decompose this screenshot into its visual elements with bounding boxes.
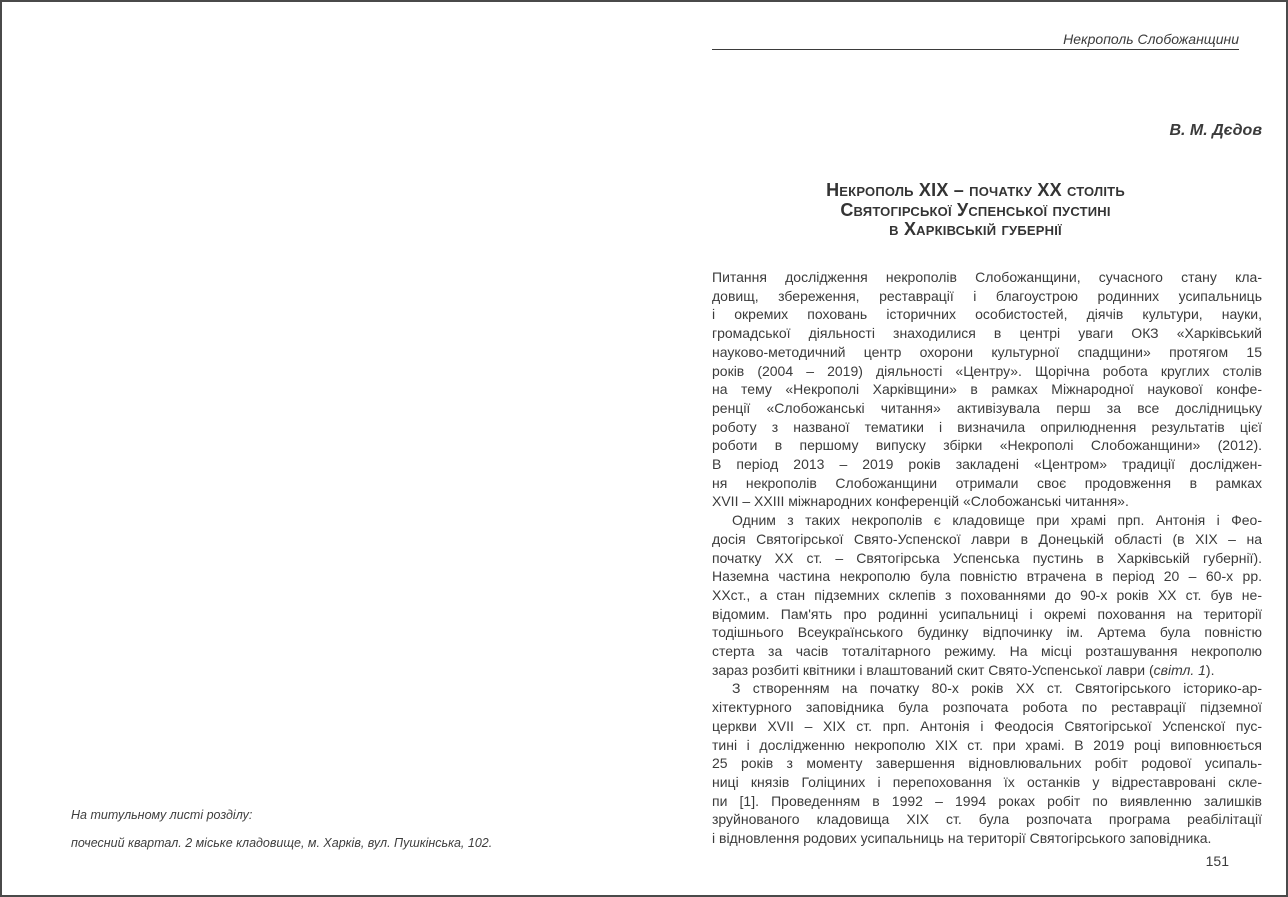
text-line: 25 років з моменту завершення відновлювальних робіт родової усипаль- xyxy=(712,755,1262,772)
text-line: ня некрополів Слобожанщини отримали своє продовження в рамках xyxy=(712,474,1262,491)
text-line: В період 2013 – 2019 років закладені «Центром» традиції досліджен- xyxy=(712,456,1262,473)
title-line: в Харківській губернії xyxy=(889,219,1062,239)
running-head xyxy=(712,32,1239,50)
article-body xyxy=(712,268,1262,848)
text-line: на тему «Некрополі Харківщини» в рамках Міжнародної наукової конфе- xyxy=(712,381,1262,398)
paragraph xyxy=(712,679,1262,847)
text-line: і окремих поховань історичних особистостей, діячів культури, науки, xyxy=(712,306,1262,323)
text-line: початку XX ст. – Святогірська Успенська пустинь в Харківській губернії). xyxy=(712,549,1262,566)
text-line: тині і дослідженню некрополю XIX ст. при храмі. В 2019 році виповнюється xyxy=(712,736,1262,753)
text-line: пи [1]. Проведенням в 1992 – 1994 роках робіт по виявленню залишків xyxy=(712,792,1262,809)
text-line: зруйнованого кладовища XIX ст. була розпочата програма реабілітації xyxy=(712,811,1262,828)
text-line: З створенням на початку 80-х років XX ст. Святогірського історико-ар- xyxy=(732,680,1262,697)
text-line: Наземна частина некрополю була повністю втрачена в період 20 – 60-х рр. xyxy=(712,568,1262,585)
footnote-line: почесний квартал. 2 міське кладовище, м. Харків, вул. Пушкінська, 102. xyxy=(71,836,493,850)
text-line: довищ, збереження, реставрації і благоустрою родинних усипальниць xyxy=(712,287,1262,304)
text-line: науково-методичний центр охорони культурної спадщини» протягом 15 xyxy=(712,343,1262,360)
paragraph xyxy=(712,511,1262,679)
title-line: Некрополь XIX – початку XX століть xyxy=(826,180,1125,200)
running-head-text: Некрополь Слобожанщини xyxy=(1063,31,1239,47)
text-line: відомим. Пам'ять про родинні усипальниці і окремі поховання на території xyxy=(712,605,1262,622)
text-line: ренції «Слобожанські читання» активізувала перш за все дослідницьку xyxy=(712,399,1262,416)
footnote-line: На титульному листі розділу: xyxy=(71,808,253,822)
text-line: роботу з названої тематики і визначила оприлюднення результатів цієї xyxy=(712,418,1262,435)
author-byline: В. М. Дєдов xyxy=(1169,122,1262,139)
article-title xyxy=(712,181,1239,240)
paragraph xyxy=(712,268,1262,511)
text-line: ниці князів Голіциних і перепоховання їх останків у відреставровані скле- xyxy=(712,773,1262,790)
text-line: XXст., а стан підземних склепів з похованнями до 90-х років XX ст. був не- xyxy=(712,586,1262,603)
text-line: громадської діяльності знаходилися в центрі уваги ОКЗ «Харківський xyxy=(712,325,1262,342)
text-line: років (2004 – 2019) діяльності «Центру». Щорічна робота круглих столів xyxy=(712,362,1262,379)
text-line: тодішнього Всеукраїнського будинку відпочинку ім. Артема була повністю xyxy=(712,624,1262,641)
text-line: досія Святогірської Свято-Успенскої лаври в Донецькій області (в XIX – на xyxy=(712,530,1262,547)
text-line: і відновлення родових усипальниць на території Святогірського заповідника. xyxy=(712,830,1212,847)
text-line: Одним з таких некрополів є кладовище при храмі прп. Антонія і Фео- xyxy=(732,512,1262,529)
text-line: Питання дослідження некрополів Слобожанщини, сучасного стану кла- xyxy=(712,269,1262,285)
text-line: стерта за часів тоталітарного режиму. На місці розташування некрополю xyxy=(712,643,1262,660)
text-line: XVII – XXIII міжнародних конференцій «Слобожанські читання». xyxy=(712,493,1129,510)
text-line: хітектурного заповідника була розпочата робота по реставрації підземної xyxy=(712,699,1262,716)
title-line: Святогірської Успенської пустині xyxy=(840,199,1111,220)
text-line: роботи в першому випуску збірки «Некрополі Слобожанщини» (2012). xyxy=(712,437,1262,454)
page-number: 151 xyxy=(1205,853,1229,869)
text-line: зараз розбиті квітники і влаштований скит Свято-Успенської лаври (світл. 1). xyxy=(712,661,1215,678)
text-line: церкви XVII – XIX ст. прп. Антонія і Феодосія Святогірської Успенскої пус- xyxy=(712,717,1262,734)
